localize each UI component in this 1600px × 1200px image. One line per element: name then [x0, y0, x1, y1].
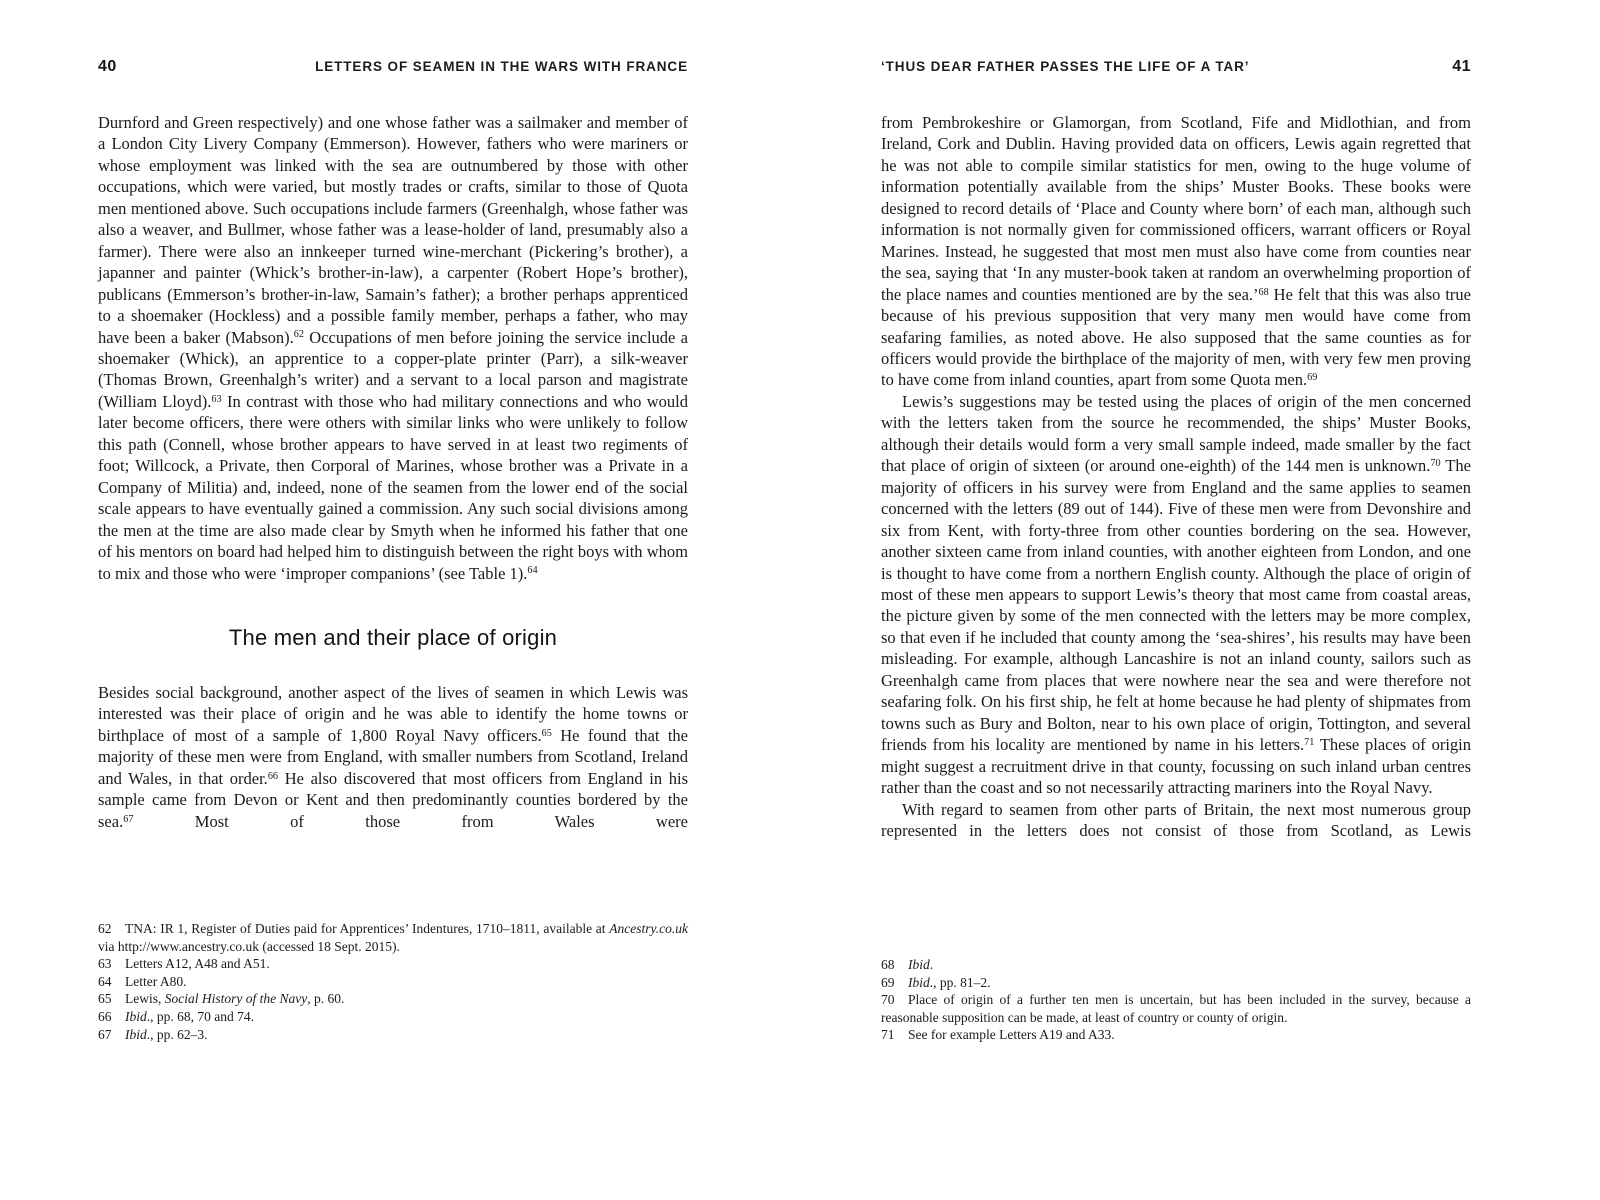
footnote-text: Ibid., pp. 81–2.	[908, 974, 991, 990]
footnote-text: TNA: IR 1, Register of Duties paid for Apprentices’ Indentures, 1710–1811, available at Ancestry.co.uk via http://www.ancestry.co.uk (accessed 18 Sept. 2015).	[98, 921, 688, 954]
left-page-number: 40	[98, 58, 117, 75]
right-running-header-row	[881, 58, 1471, 76]
footnote-number: 71	[881, 1027, 895, 1043]
footnote-text: See for example Letters A19 and A33.	[908, 1027, 1115, 1043]
footnote-68	[881, 956, 1471, 974]
left-footnotes	[98, 920, 688, 1043]
paragraph-place-of-origin: Besides social background, another aspect of the lives of seamen in which Lewis was interested was their place of origin and he was able to identify the home towns or birthplace of most of a sample of 1,800 Royal Navy officers.$^{65}$ He found that the majority of these men were from England, with smaller numbers from Scotland, Ireland and Wales, in that order.$^{66}$ He also discovered that most officers from England in his sample came from Devon or Kent and then predominantly counties bordered by the sea.$^{67}$ Most of those from Wales were	[98, 682, 689, 831]
footnote-text: Letter A80.	[125, 973, 187, 989]
paragraph-continuation-left: Durnford and Green respectively) and one whose father was a sailmaker and member of a London City Livery Company (Emmerson). However, fathers who were mariners or whose employment was linked with the sea are outnumbered by those with other occupations, which were varied, but mostly trades or crafts, similar to those of Quota men mentioned above. Such occupations include farmers (Greenhalgh, whose father was also a weaver, and Bullmer, whose father was a lease-holder of land, presumably also a farmer). There were also an innkeeper turned wine-merchant (Pickering’s brother), a japanner and painter (Whick’s brother-in-law), a carpenter (Robert Hope’s brother), publicans (Emmerson’s brother-in-law, Samain’s father); a brother perhaps apprenticed to a shoemaker (Hockless) and a possible family member, perhaps a father, who may have been a baker (Mabson).$^{62}$ Occupations of men before joining the service include a shoemaker (Whick), an apprentice to a copper-plate printer (Parr), a silk-weaver (Thomas Brown, Greenhalgh’s writer) and a servant to a local parson and magistrate (William Lloyd).$^{63}$ In contrast with those who had military connections and who would later become officers, there were others with similar links who were unlikely to follow this path (Connell, whose brother appears to have served in at least two regiments of foot; Willcock, a Private, then Corporal of Marines, whose brother was a Private in a Company of Militia) and, indeed, none of the seamen from the lower end of the social scale appears to have eventually gained a commission. Any such social divisions among the men at the time are also made clear by Smyth when he informed his father that one of his mentors on board had helped him to distinguish between the right boys with whom to mix and those who were ‘improper companions’ (see Table 1).$^{64}$	[98, 113, 689, 583]
footnote-number: 70	[881, 992, 895, 1008]
footnote-62	[98, 920, 688, 955]
paragraph-lewis-suggestions: Lewis’s suggestions may be tested using the places of origin of the men concerned with the letters taken from the source he recommended, the ships’ Muster Books, although their details would form a very small sample indeed, made smaller by the fact that place of origin of sixteen (or around one-eighth) of the 144 men is unknown.$^{70}$ The majority of officers in his survey were from England and the same applies to seamen concerned with the letters (89 out of 144). Five of these men were from Devonshire and six from Kent, with forty-three from other counties bordering on the sea. However, another sixteen came from inland counties, with another eighteen from London, and one is thought to have come from a northern English county. Although the place of origin of most of these men appears to support Lewis’s theory that most came from coastal areas, the picture given by some of the men connected with the letters may be more complex, so that even if he included that county among the ‘sea-shires’, his results may have been misleading. For example, although Lancashire is not an inland county, sailors such as Greenhalgh came from places that were nowhere near the sea and were therefore not seafaring folk. On his first ship, he felt at home because he had plenty of shipmates from towns such as Bury and Bolton, near to his own place of origin, Tottington, and several friends from his locality are mentioned by name in his letters.$^{71}$ These places of origin might suggest a recruitment drive in that county, focussing on such inland urban centres rather than the coast and so not necessarily attracting mariners into the Royal Navy.	[881, 391, 1472, 798]
page-left	[98, 58, 688, 1188]
footnote-text: Ibid., pp. 68, 70 and 74.	[125, 1008, 254, 1024]
footnote-text: Lewis, Social History of the Navy, p. 60.	[125, 991, 345, 1007]
left-body	[98, 112, 688, 832]
footnote-text: Ibid., pp. 62–3.	[125, 1026, 208, 1042]
footnote-number: 62	[98, 921, 112, 936]
footnote-text: Letters A12, A48 and A51.	[125, 956, 270, 972]
footnote-67	[98, 1026, 688, 1044]
right-page-number: 41	[1452, 58, 1471, 75]
footnote-65	[98, 990, 688, 1008]
left-running-header: LETTERS OF SEAMEN IN THE WARS WITH FRANCE	[315, 59, 688, 74]
paragraph-continuation-right: from Pembrokeshire or Glamorgan, from Scotland, Fife and Midlothian, and from Ireland, Cork and Dublin. Having provided data on officers, Lewis again regretted that he was not able to compile similar statistics for men, owing to the huge volume of information potentially available from the ships’ Muster Books. These books were designed to record details of ‘Place and County where born’ of each man, although such information is not normally given for commissioned officers, warrant officers or Royal Marines. Instead, he suggested that most men must also have come from counties near the sea, saying that ‘In any muster-book taken at random an overwhelming proportion of the place names and counties mentioned are by the sea.’$^{68}$ He felt that this was also true because of his previous supposition that very many men would have come from seafaring families, as noted above. He also supposed that the same counties as for officers would provide the birthplace of the majority of men, with very few men proving to have come from inland counties, apart from some Quota men.$^{69}$	[881, 113, 1472, 390]
footnote-66	[98, 1008, 688, 1026]
footnote-number: 67	[98, 1026, 112, 1042]
right-footnotes	[881, 956, 1471, 1044]
footnote-text: Ibid.	[908, 957, 934, 972]
right-body	[881, 112, 1471, 841]
page-right	[881, 58, 1471, 1188]
left-running-header-row	[98, 58, 688, 76]
footnote-71	[881, 1026, 1471, 1044]
footnote-69	[881, 974, 1471, 992]
right-running-header: ‘THUS DEAR FATHER PASSES THE LIFE OF A TAR’	[881, 59, 1250, 74]
footnote-number: 64	[98, 973, 112, 989]
footnote-number: 66	[98, 1008, 112, 1024]
footnote-number: 68	[881, 957, 895, 972]
section-heading: The men and their place of origin	[228, 624, 558, 650]
footnote-number: 63	[98, 956, 112, 972]
footnote-70	[881, 991, 1471, 1026]
paragraph-with-regard: With regard to seamen from other parts of Britain, the next most numerous group represented in the letters does not consist of those from Scotland, as Lewis	[881, 799, 1471, 840]
footnote-text: Place of origin of a further ten men is uncertain, but has been included in the survey, because a reasonable supposition can be made, at least of country or county of origin.	[881, 992, 1471, 1025]
footnote-number: 65	[98, 991, 112, 1007]
footnote-63	[98, 955, 688, 973]
footnote-64	[98, 973, 688, 991]
footnote-number: 69	[881, 974, 895, 990]
